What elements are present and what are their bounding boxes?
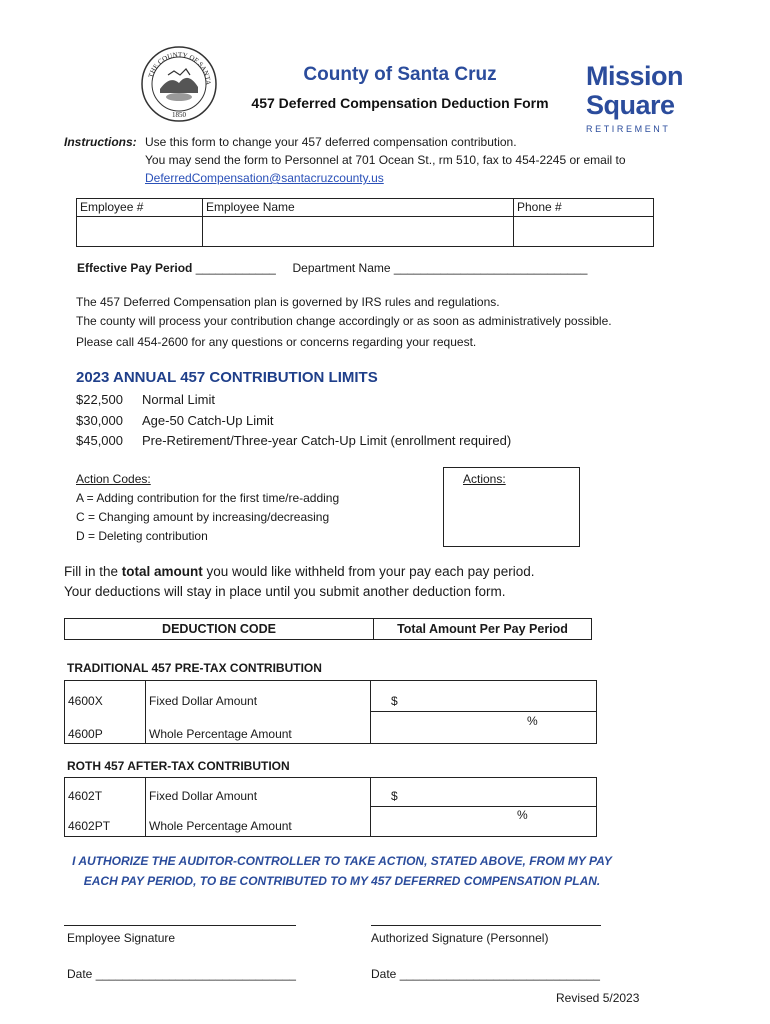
instructions-label: Instructions: — [64, 135, 137, 149]
traditional-section-title: TRADITIONAL 457 PRE-TAX CONTRIBUTION — [67, 661, 322, 675]
roth-whole-percentage-label: Whole Percentage Amount — [149, 819, 292, 833]
authorized-date-field[interactable]: ______________________________ — [399, 967, 600, 981]
roth-percent-field[interactable] — [370, 806, 597, 837]
instructions-line-2: You may send the form to Personnel at 701 Ocean St., rm 510, fax to 454-2245 or email to — [145, 153, 626, 167]
fill-in-line-2: Your deductions will stay in place until you submit another deduction form. — [64, 584, 506, 599]
limit-item: $30,000 Age-50 Catch-Up Limit — [76, 412, 274, 428]
pay-period-row — [77, 261, 587, 275]
authorized-signature-label: Authorized Signature (Personnel) — [371, 931, 549, 945]
action-code-a: A = Adding contribution for the first time/re-adding — [76, 491, 340, 505]
roth-dollar-field[interactable] — [370, 777, 597, 807]
action-codes — [76, 470, 339, 546]
percent-symbol: % — [527, 714, 538, 728]
employee-signature-label: Employee Signature — [67, 931, 176, 945]
deduction-header-table — [64, 618, 592, 640]
dollar-symbol: $ — [391, 694, 398, 708]
info-line-3: Please call 454-2600 for any questions or concerns regarding your request. — [76, 335, 477, 349]
action-code-c: C = Changing amount by increasing/decreasing — [76, 510, 330, 524]
missionsquare-logo — [586, 62, 696, 134]
code-4602pt: 4602PT — [68, 819, 111, 833]
phone-header: Phone # — [514, 199, 654, 217]
logo-line-2: Square — [586, 90, 675, 120]
pay-period-label: Effective Pay Period — [77, 261, 193, 275]
info-line-1: The 457 Deferred Compensation plan is governed by IRS rules and regulations. — [76, 295, 500, 309]
roth-percent-symbol: % — [517, 808, 528, 822]
code-4602t: 4602T — [68, 789, 103, 803]
revision-note: Revised 5/2023 — [556, 991, 640, 1005]
traditional-percent-field[interactable] — [370, 711, 597, 744]
whole-percentage-label: Whole Percentage Amount — [149, 727, 292, 741]
code-4600p: 4600P — [68, 727, 103, 741]
seal-ring-text: THE COUNTY OF SANTA — [146, 50, 213, 85]
action-codes-title: Action Codes: — [76, 472, 151, 486]
employee-name-header: Employee Name — [203, 199, 514, 217]
authorized-signature-line[interactable] — [371, 925, 601, 926]
roth-fixed-dollar-label: Fixed Dollar Amount — [149, 789, 258, 803]
total-amount-emphasis: total amount — [121, 564, 203, 579]
email-link[interactable]: DeferredCompensation@santacruzcounty.us — [145, 171, 384, 185]
employee-date-row — [67, 967, 296, 981]
department-field[interactable]: _____________________________ — [393, 261, 588, 275]
info-line-2: The county will process your contribution change accordingly or as soon as administratively possible. — [76, 314, 612, 328]
logo-line-1: Mission — [586, 61, 684, 91]
pay-period-field[interactable]: ____________ — [195, 261, 276, 275]
traditional-label-cell — [145, 680, 371, 744]
limit-item: $22,500 Normal Limit — [76, 392, 215, 407]
phone-field[interactable] — [514, 217, 654, 247]
authorization-line-1: I AUTHORIZE THE AUDITOR-CONTROLLER TO TAKE ACTION, STATED ABOVE, FROM MY PAY — [72, 854, 612, 868]
seal-year: 1850 — [172, 111, 186, 119]
roth-label-cell — [145, 777, 371, 837]
info-paragraph — [76, 293, 676, 352]
employee-signature-line[interactable] — [64, 925, 296, 926]
actions-field[interactable] — [443, 467, 580, 547]
logo-line-3: RETIREMENT — [586, 124, 671, 134]
fixed-dollar-label: Fixed Dollar Amount — [149, 694, 258, 708]
authorization-line-2: EACH PAY PERIOD, TO BE CONTRIBUTED TO MY 457 DEFERRED COMPENSATION PLAN. — [83, 874, 601, 888]
fill-in-instructions: Fill in the total amount you would like withheld from your pay each pay period. Your deductions will stay in place until you submit another deduction form. — [64, 562, 534, 602]
date-label: Date — [67, 967, 93, 981]
total-amount-header: Total Amount Per Pay Period — [374, 619, 592, 640]
employee-number-field[interactable] — [77, 217, 203, 247]
authorization-statement — [64, 851, 620, 891]
department-label: Department Name — [292, 261, 391, 275]
form-org-title: County of Santa Cruz — [303, 64, 497, 85]
limits-list — [76, 390, 511, 452]
action-code-d: D = Deleting contribution — [76, 529, 208, 543]
roth-code-cell — [64, 777, 146, 837]
employee-info-table — [76, 198, 654, 247]
employee-number-header: Employee # — [77, 199, 203, 217]
authorized-date-row — [371, 967, 600, 981]
code-4600x: 4600X — [68, 694, 103, 708]
roth-section-title: ROTH 457 AFTER-TAX CONTRIBUTION — [67, 759, 290, 773]
actions-label: Actions: — [463, 472, 506, 486]
employee-date-field[interactable]: ______________________________ — [95, 967, 296, 981]
traditional-code-cell — [64, 680, 146, 744]
instructions-line-1: Use this form to change your 457 deferred compensation contribution. — [145, 135, 517, 149]
date-label: Date — [371, 967, 397, 981]
deduction-code-header: DEDUCTION CODE — [65, 619, 374, 640]
county-seal-logo — [140, 45, 218, 123]
limit-item: $45,000 Pre-Retirement/Three-year Catch-Up Limit (enrollment required) — [76, 433, 512, 448]
limits-title: 2023 ANNUAL 457 CONTRIBUTION LIMITS — [76, 369, 378, 386]
form-title: 457 Deferred Compensation Deduction Form — [251, 95, 549, 111]
employee-name-field[interactable] — [203, 217, 514, 247]
traditional-dollar-field[interactable] — [370, 680, 597, 712]
roth-dollar-symbol: $ — [391, 789, 398, 803]
